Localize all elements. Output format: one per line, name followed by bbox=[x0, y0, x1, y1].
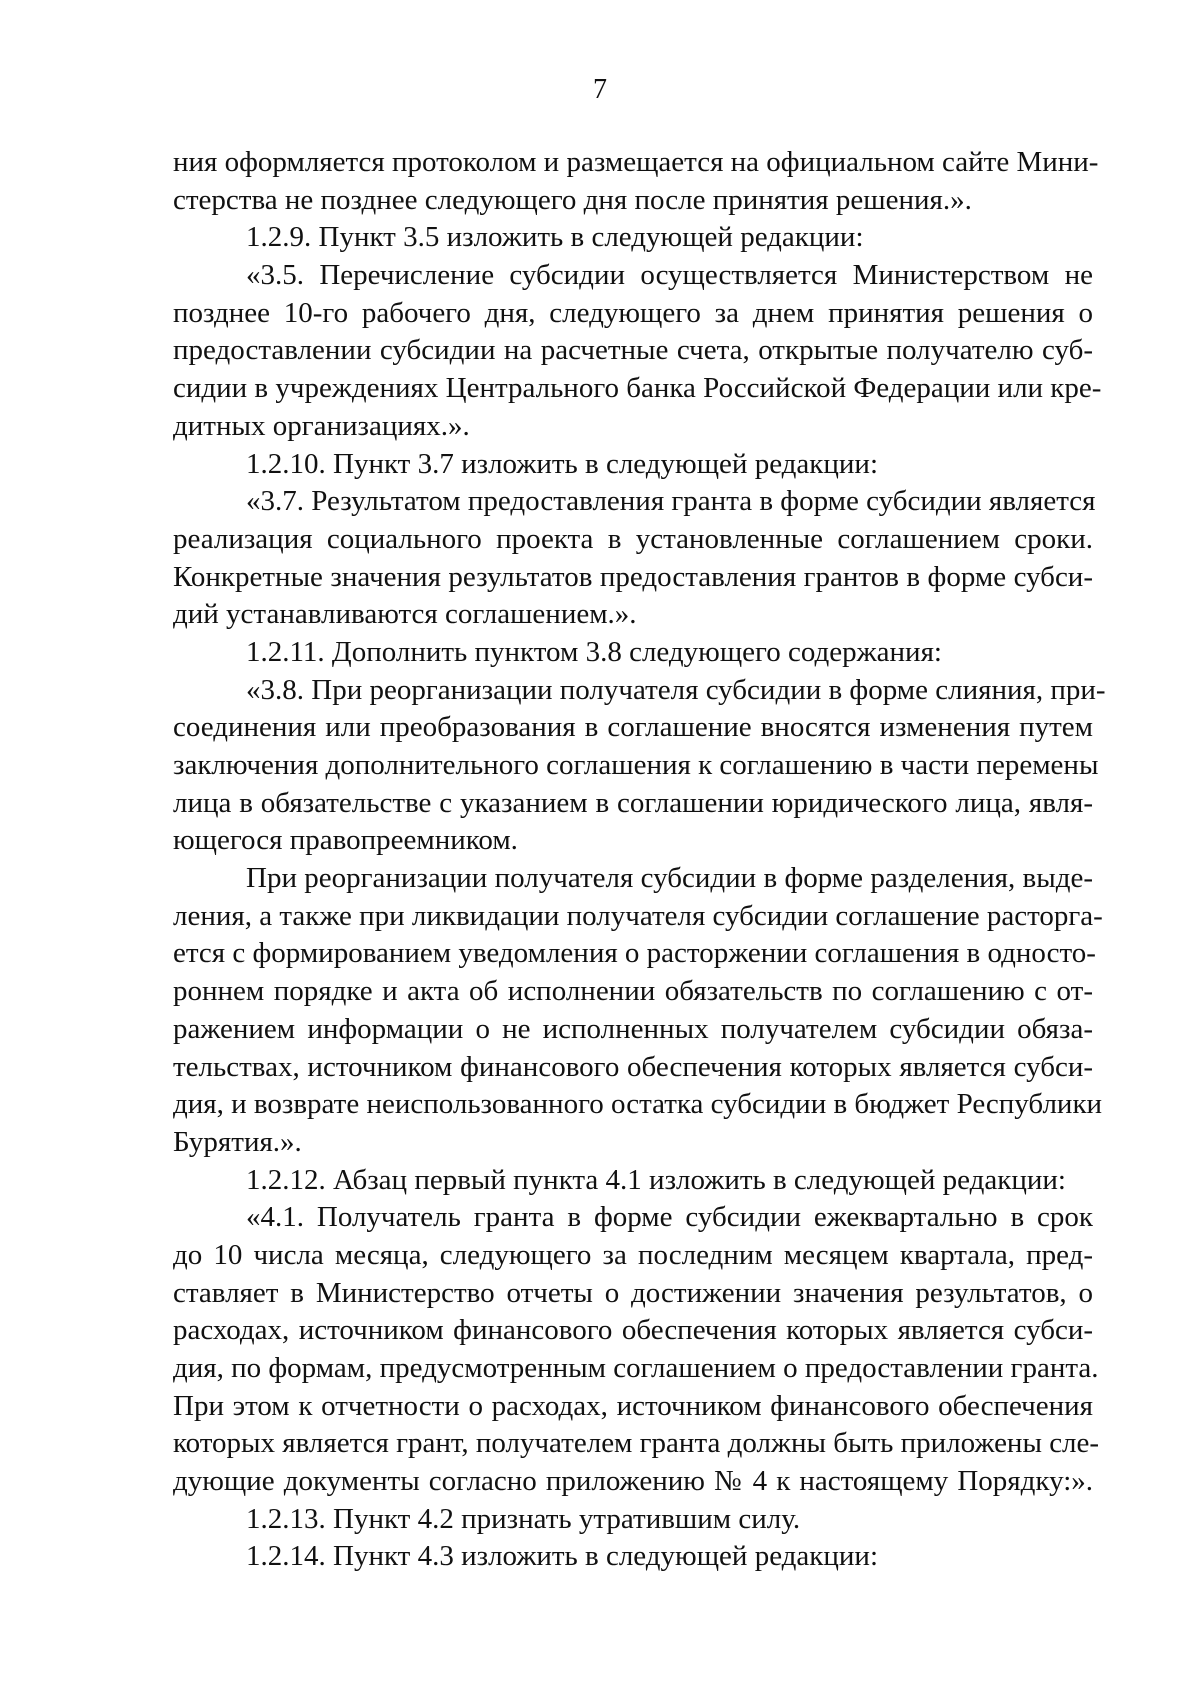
text-line: которых является грант, получателем гранта должны быть приложены сле- bbox=[173, 1427, 1100, 1460]
text-line: «3.7. Результатом предоставления гранта в форме субсидии является bbox=[246, 485, 1096, 518]
text-line: дия, по формам, предусмотренным соглашением о предоставлении гранта. bbox=[173, 1352, 1099, 1384]
text-line: 1.2.13. Пункт 4.2 признать утратившим силу. bbox=[246, 1502, 801, 1535]
text-line: ния оформляется протоколом и размещается на официальном сайте Мини- bbox=[173, 146, 1099, 178]
text-line: 1.2.9. Пункт 3.5 изложить в следующей редакции: bbox=[246, 221, 864, 254]
text-line: до 10 числа месяца, следующего за последним месяцем квартала, пред- bbox=[173, 1238, 1093, 1271]
text-line: ющегося правопреемником. bbox=[173, 824, 518, 857]
text-line: дующие документы согласно приложению № 4 к настоящему Порядку:». bbox=[173, 1465, 1093, 1498]
text-line: ления, а также при ликвидации получателя субсидии соглашение расторга- bbox=[173, 899, 1103, 932]
text-line: 1.2.10. Пункт 3.7 изложить в следующей редакции: bbox=[246, 447, 879, 480]
text-line: сидии в учреждениях Центрального банка Российской Федерации или кре- bbox=[173, 372, 1102, 405]
text-line: лица в обязательстве с указанием в соглашении юридического лица, явля- bbox=[173, 786, 1093, 819]
document-body bbox=[173, 144, 1106, 1576]
text-line: При реорганизации получателя субсидии в форме разделения, выде- bbox=[246, 862, 1093, 895]
text-line: 1.2.12. Абзац первый пункта 4.1 изложить в следующей редакции: bbox=[246, 1163, 1066, 1196]
text-line: 1.2.11. Дополнить пунктом 3.8 следующего содержания: bbox=[246, 635, 942, 668]
page-number: 7 bbox=[593, 74, 607, 105]
text-line: «3.5. Перечисление субсидии осуществляется Министерством не bbox=[246, 259, 1093, 292]
text-line: позднее 10-го рабочего дня, следующего за днем принятия решения о bbox=[173, 296, 1093, 329]
text-line: ставляет в Министерство отчеты о достижении значения результатов, о bbox=[173, 1276, 1093, 1309]
text-line: ется с формированием уведомления о расторжении соглашения в односто- bbox=[173, 937, 1096, 970]
text-line: «3.8. При реорганизации получателя субсидии в форме слияния, при- bbox=[246, 673, 1106, 706]
text-line: дия, и возврате неиспользованного остатка субсидии в бюджет Республики bbox=[173, 1088, 1103, 1121]
text-line: заключения дополнительного соглашения к соглашению в части перемены bbox=[173, 749, 1099, 781]
text-line: Конкретные значения результатов предоставления грантов в форме субси- bbox=[173, 560, 1093, 593]
text-line: «4.1. Получатель гранта в форме субсидии ежеквартально в срок bbox=[246, 1201, 1093, 1234]
text-line: тельствах, источником финансового обеспечения которых является субси- bbox=[173, 1050, 1093, 1083]
text-line: предоставлении субсидии на расчетные счета, открытые получателю суб- bbox=[173, 334, 1093, 367]
text-line: расходах, источником финансового обеспечения которых является субси- bbox=[173, 1314, 1093, 1347]
text-line: дий устанавливаются соглашением.». bbox=[173, 598, 637, 631]
text-line: дитных организациях.». bbox=[173, 409, 470, 442]
text-line: 1.2.14. Пункт 4.3 изложить в следующей редакции: bbox=[246, 1540, 879, 1573]
text-line: Бурятия.». bbox=[173, 1125, 302, 1158]
text-line: соединения или преобразования в соглашение вносятся изменения путем bbox=[173, 711, 1093, 744]
text-line: роннем порядке и акта об исполнении обязательств по соглашению с от- bbox=[173, 975, 1093, 1008]
text-line: стерства не позднее следующего дня после принятия решения.». bbox=[173, 183, 972, 216]
text-line: реализация социального проекта в установленные соглашением сроки. bbox=[173, 522, 1093, 555]
text-line: ражением информации о не исполненных получателем субсидии обяза- bbox=[173, 1012, 1093, 1045]
text-line: При этом к отчетности о расходах, источником финансового обеспечения bbox=[173, 1389, 1093, 1422]
